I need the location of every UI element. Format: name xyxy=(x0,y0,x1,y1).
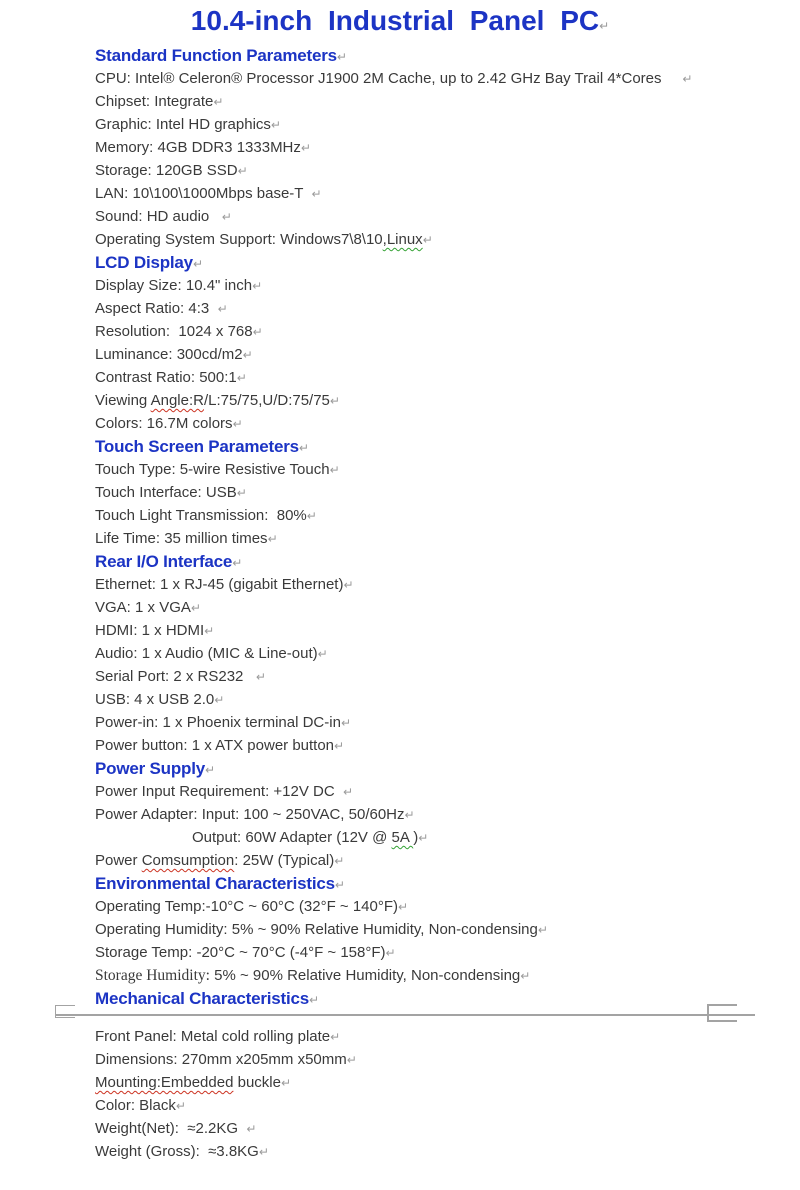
spec-line xyxy=(95,849,770,872)
text-segment: Aspect Ratio: 4:3 xyxy=(95,300,218,317)
paragraph-mark: ↵ xyxy=(422,233,433,247)
paragraph-mark: ↵ xyxy=(252,325,263,339)
text-segment: 5A xyxy=(391,829,414,846)
text-segment: Mounting:Embedded xyxy=(95,1074,234,1091)
paragraph-mark: ↵ xyxy=(418,831,429,845)
spec-line xyxy=(95,826,770,849)
spec-line xyxy=(95,688,770,711)
spec-line xyxy=(95,412,770,435)
text-segment: USB: 4 x USB 2.0 xyxy=(95,691,215,708)
text-segment: VGA: 1 x VGA xyxy=(95,599,191,616)
paragraph-mark: ↵ xyxy=(298,441,309,455)
spec-line xyxy=(95,320,770,343)
section-heading-row xyxy=(95,550,770,573)
spec-line xyxy=(95,274,770,297)
paragraph-mark: ↵ xyxy=(280,1076,292,1090)
paragraph-mark: ↵ xyxy=(221,210,232,224)
text-segment: Ethernet: 1 x RJ-45 (gigabit Ethernet) xyxy=(95,576,344,593)
spec-line xyxy=(95,619,770,642)
text-segment: Power-in: 1 x Phoenix terminal DC-in xyxy=(95,714,341,731)
text-segment: Luminance: 300cd/m2 xyxy=(95,346,243,363)
spec-line xyxy=(95,665,770,688)
spec-line xyxy=(95,90,770,113)
spec-line xyxy=(95,1094,770,1117)
text-segment: ) xyxy=(413,829,419,846)
text-segment: HDMI: 1 x HDMI xyxy=(95,622,205,639)
section-heading-row xyxy=(95,872,770,895)
text-segment: Contrast Ratio: 500:1 xyxy=(95,369,237,386)
paragraph-mark: ↵ xyxy=(385,946,396,960)
section-heading: Standard Function Parameters xyxy=(95,46,337,65)
spec-line xyxy=(95,504,770,527)
text-segment: ,Linux xyxy=(382,231,423,248)
text-segment: Touch Interface: USB xyxy=(95,484,237,501)
paragraph-mark: ↵ xyxy=(398,900,409,914)
text-segment: Storage: 120GB SSD xyxy=(95,162,238,179)
paragraph-mark: ↵ xyxy=(204,624,215,638)
paragraph-mark: ↵ xyxy=(270,118,281,132)
spec-line xyxy=(95,964,770,987)
text-segment: Comsumption xyxy=(141,852,235,869)
text-segment: Graphic: Intel HD graphics xyxy=(95,116,271,133)
paragraph-mark: ↵ xyxy=(175,1099,186,1113)
section-heading-row xyxy=(95,44,770,67)
section-heading: Power Supply xyxy=(95,759,206,778)
spec-line xyxy=(95,1117,770,1140)
spec-line xyxy=(95,389,770,412)
spec-line xyxy=(95,941,770,964)
page-title: 10.4-inch Industrial Panel PC xyxy=(190,5,600,36)
spec-line xyxy=(95,573,770,596)
text-segment: Touch Light Transmission: 80% xyxy=(95,507,307,524)
section-heading-row xyxy=(95,251,770,274)
text-segment: Operating Temp:-10°C ~ 60°C (32°F ~ 140°F) xyxy=(95,898,399,915)
text-segment: /L:75/75,U/D:75/75 xyxy=(203,392,330,409)
spec-line xyxy=(95,136,770,159)
text-segment: Colors: 16.7M colors xyxy=(95,415,233,432)
text-segment: : 25W (Typical) xyxy=(234,852,335,869)
text-segment: Power Adapter: Input: 100 ~ 250VAC, 50/60Hz xyxy=(95,806,405,823)
section-heading: Environmental Characteristics xyxy=(95,874,335,893)
text-segment: Operating System Support: Windows7\8\10 xyxy=(95,231,383,248)
page-break-left-marker xyxy=(55,1005,75,1018)
page-break-line xyxy=(55,1014,755,1016)
paragraph-mark: ↵ xyxy=(340,716,351,730)
paragraph-mark: ↵ xyxy=(242,348,253,362)
text-segment: Power button: 1 x ATX power button xyxy=(95,737,335,754)
text-segment: Resolution: 1024 x 768 xyxy=(95,323,253,340)
spec-line xyxy=(95,642,770,665)
text-segment: Serial Port: 2 x RS232 xyxy=(95,668,256,685)
section-heading: Rear I/O Interface xyxy=(95,552,233,571)
spec-line xyxy=(95,366,770,389)
text-segment: Color: Black xyxy=(95,1097,176,1114)
paragraph-mark: ↵ xyxy=(334,878,345,892)
paragraph-mark: ↵ xyxy=(404,808,415,822)
paragraph-mark: ↵ xyxy=(258,1145,269,1159)
spec-line xyxy=(95,67,770,90)
paragraph-mark: ↵ xyxy=(246,1122,257,1136)
paragraph-mark: ↵ xyxy=(346,1053,357,1067)
text-segment: Operating Humidity: 5% ~ 90% Relative Humidity, Non-condensing xyxy=(95,921,538,938)
text-segment: Front Panel: Metal cold rolling plate xyxy=(95,1028,331,1045)
text-segment: buckle xyxy=(233,1074,281,1091)
paragraph-mark: ↵ xyxy=(190,601,201,615)
section-heading-row xyxy=(95,435,770,458)
text-segment: Weight(Net): ≈2.2KG xyxy=(95,1120,247,1137)
section-heading: LCD Display xyxy=(95,253,193,272)
spec-line xyxy=(95,711,770,734)
paragraph-mark: ↵ xyxy=(537,923,548,937)
text-segment: Power Input Requirement: +12V DC xyxy=(95,783,344,800)
section-heading-row xyxy=(95,987,770,1010)
paragraph-mark: ↵ xyxy=(599,19,610,33)
paragraph-mark: ↵ xyxy=(306,509,317,523)
spec-line xyxy=(95,113,770,136)
paragraph-mark: ↵ xyxy=(311,187,322,201)
paragraph-mark: ↵ xyxy=(309,993,320,1007)
text-segment: Dimensions: 270mm x205mm x50mm xyxy=(95,1051,347,1068)
spec-content xyxy=(0,44,800,1163)
text-segment: Sound: HD audio xyxy=(95,208,222,225)
paragraph-mark: ↵ xyxy=(329,463,340,477)
paragraph-mark: ↵ xyxy=(237,164,248,178)
paragraph-mark: ↵ xyxy=(330,1030,341,1044)
text-segment: Viewing xyxy=(95,392,151,409)
spec-line xyxy=(95,1048,770,1071)
paragraph-mark: ↵ xyxy=(336,50,347,64)
paragraph-mark: ↵ xyxy=(520,969,531,983)
spec-line xyxy=(95,734,770,757)
spec-line xyxy=(95,803,770,826)
paragraph-mark: ↵ xyxy=(255,670,266,684)
spec-line xyxy=(95,159,770,182)
spec-line xyxy=(95,182,770,205)
spec-line xyxy=(95,481,770,504)
spec-line xyxy=(95,596,770,619)
spec-line xyxy=(95,1071,770,1094)
paragraph-mark: ↵ xyxy=(236,371,247,385)
paragraph-mark: ↵ xyxy=(217,302,228,316)
section-heading-row xyxy=(95,757,770,780)
text-segment: Chipset: Integrate xyxy=(95,93,214,110)
text-segment: 5% ~ 90% Relative Humidity, Non-condensing xyxy=(209,967,521,984)
text-segment: Audio: 1 x Audio (MIC & Line-out) xyxy=(95,645,318,662)
paragraph-mark: ↵ xyxy=(334,854,345,868)
section-heading: Mechanical Characteristics xyxy=(95,989,310,1008)
text-segment: Angle:R xyxy=(150,392,204,409)
page-break-indicator xyxy=(55,1010,755,1025)
page-break-right-marker xyxy=(707,1004,737,1022)
text-segment: Life Time: 35 million times xyxy=(95,530,268,547)
spec-line xyxy=(95,1025,770,1048)
paragraph-mark: ↵ xyxy=(329,394,340,408)
spec-line xyxy=(95,1140,770,1163)
spec-line xyxy=(95,780,770,803)
spec-line xyxy=(95,297,770,320)
paragraph-mark: ↵ xyxy=(317,647,328,661)
text-segment: Output: 60W Adapter (12V @ xyxy=(192,829,392,846)
paragraph-mark: ↵ xyxy=(343,785,354,799)
paragraph-mark: ↵ xyxy=(343,578,354,592)
text-segment: LAN: 10\100\1000Mbps base-T xyxy=(95,185,312,202)
section-heading: Touch Screen Parameters xyxy=(95,437,299,456)
paragraph-mark: ↵ xyxy=(682,72,693,86)
text-segment: Touch Type: 5-wire Resistive Touch xyxy=(95,461,330,478)
spec-line xyxy=(95,458,770,481)
paragraph-mark: ↵ xyxy=(267,532,278,546)
paragraph-mark: ↵ xyxy=(192,257,203,271)
paragraph-mark: ↵ xyxy=(300,141,311,155)
paragraph-mark: ↵ xyxy=(232,556,243,570)
spec-line xyxy=(95,205,770,228)
spec-line xyxy=(95,895,770,918)
paragraph-mark: ↵ xyxy=(205,763,216,777)
paragraph-mark: ↵ xyxy=(236,486,247,500)
spec-line xyxy=(95,527,770,550)
paragraph-mark: ↵ xyxy=(334,739,345,753)
text-segment: Weight (Gross): ≈3.8KG xyxy=(95,1143,259,1160)
paragraph-mark: ↵ xyxy=(252,279,263,293)
paragraph-mark: ↵ xyxy=(214,693,225,707)
document-title-row xyxy=(0,0,800,44)
text-segment: Display Size: 10.4" inch xyxy=(95,277,253,294)
paragraph-mark: ↵ xyxy=(232,417,243,431)
spec-line xyxy=(95,343,770,366)
spec-line xyxy=(95,918,770,941)
paragraph-mark: ↵ xyxy=(213,95,224,109)
text-segment: Storage Temp: -20°C ~ 70°C (-4°F ~ 158°F) xyxy=(95,944,386,961)
text-segment: Memory: 4GB DDR3 1333MHz xyxy=(95,139,301,156)
text-segment: Storage Humidity: xyxy=(95,967,210,984)
spec-line xyxy=(95,228,770,251)
text-segment: CPU: Intel® Celeron® Processor J1900 2M Cache, up to 2.42 GHz Bay Trail 4*Cores xyxy=(95,70,683,87)
text-segment: Power xyxy=(95,852,142,869)
